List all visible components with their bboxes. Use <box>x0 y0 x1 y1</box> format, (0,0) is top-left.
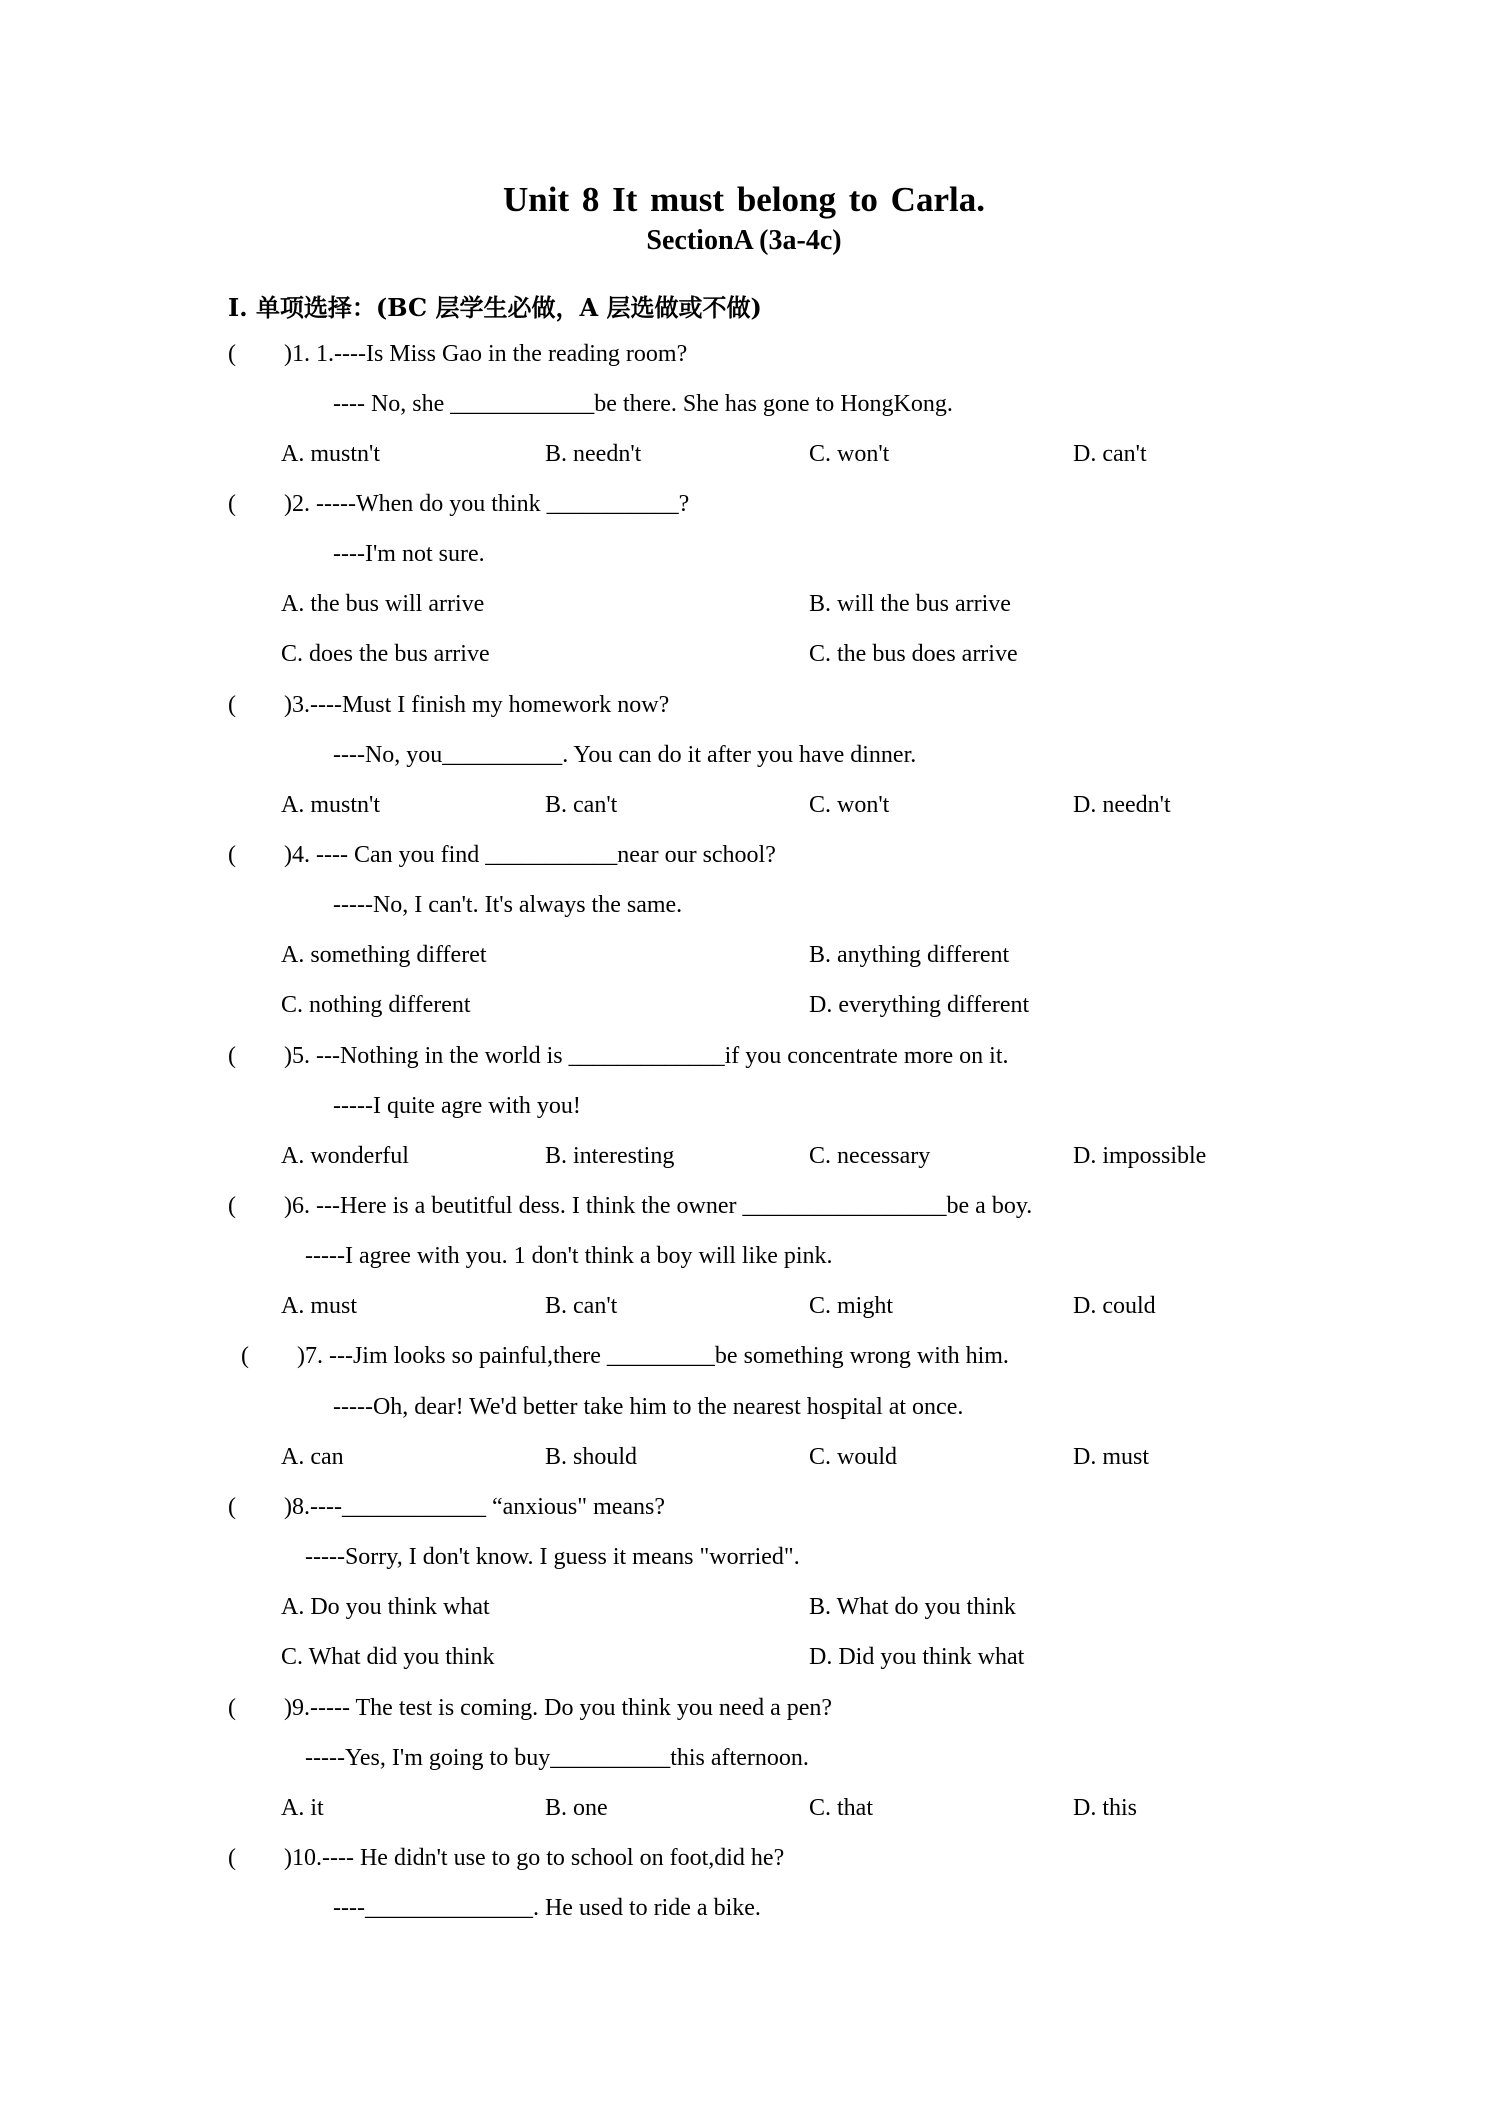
question-7-option-b: B. should <box>545 1444 638 1470</box>
question-3-option-a: A. mustn't <box>281 792 380 818</box>
question-2-option-b: B. will the bus arrive <box>809 591 1011 617</box>
question-7-stem: ( )7. ---Jim looks so painful,there _________be something wrong with him. <box>241 1343 1009 1369</box>
question-3-option-d: D. needn't <box>1073 792 1171 818</box>
question-7-reply: -----Oh, dear! We'd better take him to the nearest hospital at once. <box>333 1394 964 1420</box>
question-4-option-d: D. everything different <box>809 992 1030 1018</box>
question-9-stem: ( )9.----- The test is coming. Do you think you need a pen? <box>228 1695 833 1721</box>
question-8-reply: -----Sorry, I don't know. I guess it means "worried". <box>305 1544 800 1570</box>
question-5-option-d: D. impossible <box>1073 1143 1207 1169</box>
question-8-option-d: D. Did you think what <box>809 1644 1025 1670</box>
question-7-option-c: C. would <box>809 1444 898 1470</box>
question-1-stem: ( )1. 1.----Is Miss Gao in the reading room? <box>228 341 688 367</box>
section-heading: I. 单项选择：(BC 层学生必做，A 层选做或不做) <box>228 293 762 322</box>
question-4-stem: ( )4. ---- Can you find ___________near our school? <box>228 842 776 868</box>
question-9-option-a: A. it <box>281 1795 324 1821</box>
question-1-option-a: A. mustn't <box>281 441 380 467</box>
question-5-option-b: B. interesting <box>545 1143 675 1169</box>
question-10-stem: ( )10.---- He didn't use to go to school on foot,did he? <box>228 1845 785 1871</box>
question-1-reply: ---- No, she ____________be there. She has gone to HongKong. <box>333 391 953 417</box>
question-5-reply: -----I quite agre with you! <box>333 1093 581 1119</box>
question-5-stem: ( )5. ---Nothing in the world is _____________if you concentrate more on it. <box>228 1043 1009 1069</box>
question-4-option-c: C. nothing different <box>281 992 471 1018</box>
question-5-option-a: A. wonderful <box>281 1143 409 1169</box>
question-1-option-c: C. won't <box>809 441 890 467</box>
question-3-option-b: B. can't <box>545 792 618 818</box>
question-4-reply: -----No, I can't. It's always the same. <box>333 892 683 918</box>
question-8-option-a: A. Do you think what <box>281 1594 490 1620</box>
question-9-option-c: C. that <box>809 1795 873 1821</box>
question-7-option-d: D. must <box>1073 1444 1150 1470</box>
question-7-option-a: A. can <box>281 1444 344 1470</box>
question-2-reply: ----I'm not sure. <box>333 541 485 567</box>
question-6-option-a: A. must <box>281 1293 358 1319</box>
question-10-reply: ----______________. He used to ride a bike. <box>333 1895 761 1921</box>
question-6-stem: ( )6. ---Here is a beutitful dess. I think the owner _________________be a boy. <box>228 1193 1033 1219</box>
question-6-option-b: B. can't <box>545 1293 618 1319</box>
question-3-stem: ( )3.----Must I finish my homework now? <box>228 692 670 718</box>
question-9-option-d: D. this <box>1073 1795 1138 1821</box>
question-3-reply: ----No, you__________. You can do it after you have dinner. <box>333 742 917 768</box>
question-6-option-d: D. could <box>1073 1293 1156 1319</box>
question-6-reply: -----I agree with you. 1 don't think a boy will like pink. <box>305 1243 833 1269</box>
question-9-reply: -----Yes, I'm going to buy__________this afternoon. <box>305 1745 809 1771</box>
question-9-option-b: B. one <box>545 1795 608 1821</box>
question-8-option-b: B. What do you think <box>809 1594 1016 1620</box>
question-2-stem: ( )2. -----When do you think ___________? <box>228 491 690 517</box>
question-8-option-c: C. What did you think <box>281 1644 495 1670</box>
question-2-option-c: C. does the bus arrive <box>281 641 490 667</box>
question-1-option-b: B. needn't <box>545 441 642 467</box>
question-2-option-d: C. the bus does arrive <box>809 641 1018 667</box>
page-title: Unit 8 It must belong to Carla. <box>503 180 985 219</box>
question-3-option-c: C. won't <box>809 792 890 818</box>
question-4-option-b: B. anything different <box>809 942 1010 968</box>
question-6-option-c: C. might <box>809 1293 894 1319</box>
page-subtitle: SectionA (3a-4c) <box>646 225 842 256</box>
question-5-option-c: C. necessary <box>809 1143 931 1169</box>
question-2-option-a: A. the bus will arrive <box>281 591 485 617</box>
question-8-stem: ( )8.----____________ “anxious" means? <box>228 1494 666 1520</box>
question-4-option-a: A. something differet <box>281 942 487 968</box>
question-1-option-d: D. can't <box>1073 441 1147 467</box>
